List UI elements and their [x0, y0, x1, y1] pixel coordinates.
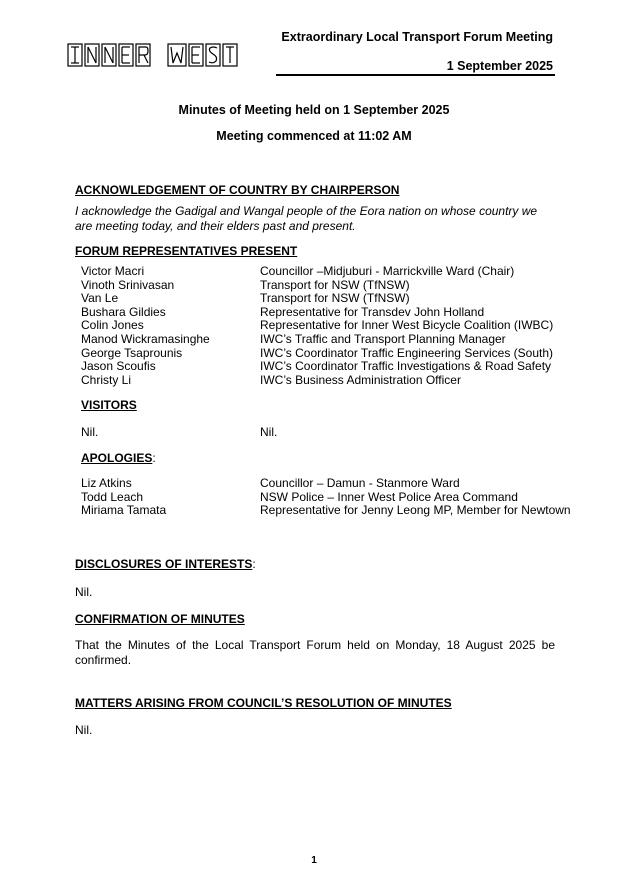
apology-role: NSW Police – Inner West Police Area Command	[260, 489, 518, 504]
representative-name: Colin Jones	[81, 318, 144, 333]
header-divider	[276, 74, 555, 76]
representative-row	[81, 319, 581, 333]
representative-role: Transport for NSW (TfNSW)	[260, 291, 410, 306]
representative-role: Representative for Inner West Bicycle Coalition (IWBC)	[260, 318, 554, 333]
representative-row	[81, 292, 581, 306]
disclosures-colon: :	[252, 557, 256, 571]
representative-name: Bushara Gildies	[81, 304, 166, 319]
representative-row	[81, 360, 581, 374]
representative-row	[81, 306, 581, 320]
apologies-list	[81, 477, 581, 518]
apology-row	[81, 504, 581, 518]
apologies-heading: APOLOGIES	[81, 451, 153, 465]
visitor-name: Nil.	[81, 425, 99, 439]
representative-role: Transport for NSW (TfNSW)	[260, 277, 410, 292]
minutes-title: Minutes of Meeting held on 1 September 2025	[178, 103, 450, 117]
representative-role: Councillor –Midjuburi - Marrickville Ward (Chair)	[260, 264, 515, 278]
representative-name: Christy Li	[81, 372, 132, 387]
confirmation-text: That the Minutes of the Local Transport Forum held on Monday, 18 August 2025 be confirmed.	[75, 638, 555, 667]
apology-name: Miriama Tamata	[81, 503, 167, 518]
meeting-date: 1 September 2025	[446, 59, 553, 73]
representatives-list	[81, 265, 581, 387]
matters-heading: MATTERS ARISING FROM COUNCIL’S RESOLUTION OF MINUTES	[75, 696, 452, 710]
representative-role: Representative for Transdev John Holland	[260, 304, 485, 319]
representative-row	[81, 333, 581, 347]
apology-role: Representative for Jenny Leong MP, Member for Newtown	[260, 503, 571, 518]
representative-name: Victor Macri	[81, 264, 145, 278]
representative-name: Manod Wickramasinghe	[81, 331, 210, 346]
visitors-heading: VISITORS	[81, 398, 137, 412]
matters-text: Nil.	[75, 723, 93, 737]
disclosures-heading-line	[75, 557, 256, 571]
representatives-heading: FORUM REPRESENTATIVES PRESENT	[75, 244, 298, 258]
representative-role: IWC’s Business Administration Officer	[260, 372, 461, 387]
apology-row	[81, 491, 581, 505]
page-number: 1	[311, 855, 317, 866]
disclosures-text: Nil.	[75, 585, 93, 599]
acknowledgement-heading: ACKNOWLEDGEMENT OF COUNTRY BY CHAIRPERSON	[75, 183, 400, 197]
inner-west-logo	[67, 42, 269, 68]
apology-name: Liz Atkins	[81, 476, 132, 490]
acknowledgement-text: I acknowledge the Gadigal and Wangal people of the Eora nation on whose country we are meeting today, and their elders past and present.	[75, 204, 538, 233]
representative-role: IWC’s Traffic and Transport Planning Manager	[260, 331, 506, 346]
representative-row	[81, 265, 581, 279]
apology-name: Todd Leach	[81, 489, 144, 504]
meeting-commenced: Meeting commenced at 11:02 AM	[216, 129, 412, 143]
representative-role: IWC’s Coordinator Traffic Engineering Services (South)	[260, 345, 554, 360]
representative-name: Jason Scoufis	[81, 359, 156, 374]
visitor-row	[81, 426, 581, 440]
apologies-heading-line	[81, 451, 156, 465]
apologies-colon: :	[152, 451, 156, 465]
visitor-role: Nil.	[260, 425, 278, 439]
representative-row	[81, 279, 581, 293]
apology-row	[81, 477, 581, 491]
representative-name: Van Le	[81, 291, 119, 306]
confirmation-heading: CONFIRMATION OF MINUTES	[75, 612, 245, 626]
representative-name: Vinoth Srinivasan	[81, 277, 175, 292]
apology-role: Councillor – Damun - Stanmore Ward	[260, 476, 460, 490]
meeting-title: Extraordinary Local Transport Forum Meeting	[281, 30, 553, 44]
representative-row	[81, 347, 581, 361]
visitors-list	[81, 426, 581, 440]
representative-name: George Tsaprounis	[81, 345, 183, 360]
representative-role: IWC’s Coordinator Traffic Investigations & Road Safety	[260, 359, 552, 374]
disclosures-heading: DISCLOSURES OF INTERESTS	[75, 557, 253, 571]
representative-row	[81, 374, 581, 388]
